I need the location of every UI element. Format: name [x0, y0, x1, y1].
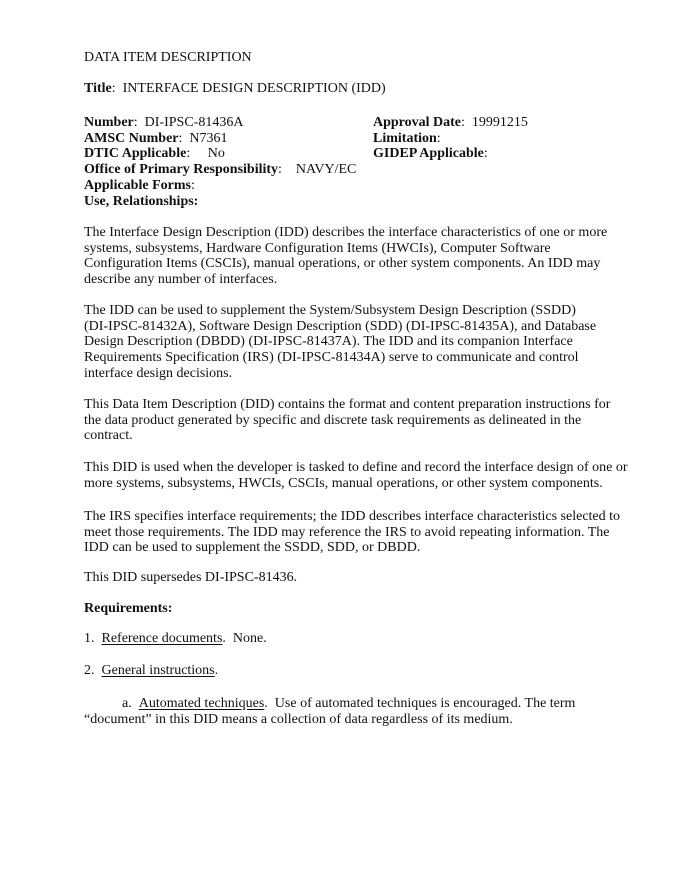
- text-line: AMSC Number: [84, 130, 179, 146]
- text-line: a.: [122, 696, 132, 711]
- text-line: The IRS specifies interface requirements; the IDD describes interface characteristics selected to: [84, 509, 621, 524]
- field-gidep-applicable: GIDEP Applicable:: [373, 146, 488, 162]
- text-line: DI-IPSC-81436A: [144, 115, 244, 130]
- paragraph-4: [84, 460, 627, 491]
- text-line: the data product generated by specific and discrete task requirements as delineated in the: [84, 412, 582, 428]
- field-approval-date: Approval Date: 19991215: [373, 115, 528, 130]
- field-limitation: Limitation:: [373, 130, 441, 146]
- paragraph-2: [84, 303, 596, 382]
- requirement-2: 2. General instructions.: [84, 663, 219, 678]
- text-line: DTIC Applicable: [84, 146, 187, 162]
- text-line: more systems, subsystems, HWCIs, CSCIs, manual operations, or other system components.: [84, 475, 603, 491]
- fields-left: [84, 115, 356, 209]
- text-line: Limitation: [373, 130, 437, 146]
- text-line: This DID supersedes DI-IPSC-81436.: [84, 570, 298, 585]
- text-line: This Data Item Description (DID) contains the format and content preparation instructions for: [84, 397, 611, 412]
- text-line: interface design decisions.: [84, 365, 233, 381]
- paragraph-5: [84, 509, 620, 556]
- text-line: Use of automated techniques is encouraged. The term: [274, 696, 576, 711]
- text-line: The IDD can be used to supplement the System/Subsystem Design Description (SSDD): [84, 303, 576, 318]
- field-dtic-applicable: DTIC Applicable: No: [84, 146, 225, 162]
- text-line: Automated techniques: [138, 696, 265, 711]
- text-line: contract.: [84, 428, 133, 444]
- requirement-2a: a. Automated techniques. Use of automated techniques is encouraged. The term “document” in this DID means a collection of data regardless of its medium.: [84, 696, 576, 727]
- text-line: NAVY/EC: [295, 162, 357, 178]
- text-line: No: [207, 146, 225, 162]
- text-line: GIDEP Applicable: [373, 146, 484, 162]
- text-line: meet those requirements. The IDD may reference the IRS to avoid repeating information. The: [84, 524, 610, 540]
- text-line: IDD can be used to supplement the SSDD, SDD, or DBDD.: [84, 540, 421, 556]
- field-number: Number: DI-IPSC-81436A: [84, 115, 244, 130]
- text-line: General instructions: [101, 663, 215, 678]
- text-line: Reference documents: [101, 631, 223, 646]
- text-line: 19991215: [471, 115, 528, 130]
- document-header: DATA ITEM DESCRIPTION: [84, 50, 252, 65]
- text-line: Office of Primary Responsibility: [84, 162, 279, 178]
- field-use-relationships: Use, Relationships:: [84, 193, 199, 209]
- paragraph-3: [84, 397, 610, 444]
- text-line: Requirements Specification (IRS) (DI-IPSC-81434A) serve to communicate and control: [84, 350, 579, 366]
- text-line: systems, subsystems, Hardware Configuration Items (HWCIs), Computer Software: [84, 240, 551, 256]
- field-amsc-number: AMSC Number: N7361: [84, 130, 228, 146]
- text-line: Number: [84, 115, 134, 130]
- text-line: Design Description (DBDD) (DI-IPSC-81437A). The IDD and its companion Interface: [84, 334, 573, 350]
- paragraph-1: [84, 225, 607, 288]
- text-line: Configuration Items (CSCIs), manual operations, or other system components. An IDD may: [84, 256, 601, 272]
- fields-right: [373, 115, 528, 162]
- text-line: “document” in this DID means a collection of data regardless of its medium.: [84, 711, 513, 727]
- title-label: Title: [84, 81, 112, 96]
- text-line: 2.: [84, 663, 95, 678]
- text-line: (DI-IPSC-81432A), Software Design Description (SDD) (DI-IPSC-81435A), and Database: [84, 318, 597, 334]
- text-line: Applicable Forms: [84, 177, 191, 193]
- text-line: describe any number of interfaces.: [84, 272, 278, 288]
- requirements-heading: Requirements:: [84, 601, 173, 616]
- field-applicable-forms: Applicable Forms:: [84, 177, 195, 193]
- field-office: Office of Primary Responsibility: NAVY/EC: [84, 162, 357, 178]
- requirement-1: 1. Reference documents. None.: [84, 631, 267, 646]
- text-line: 1.: [84, 631, 95, 646]
- title-value: INTERFACE DESIGN DESCRIPTION (IDD): [122, 81, 386, 96]
- title-row: Title: INTERFACE DESIGN DESCRIPTION (IDD): [84, 81, 386, 96]
- text-line: N7361: [189, 130, 228, 146]
- text-line: The Interface Design Description (IDD) describes the interface characteristics of one or more: [84, 225, 608, 240]
- text-line: This DID is used when the developer is tasked to define and record the interface design of one or: [84, 460, 628, 475]
- text-line: Approval Date: [373, 115, 462, 130]
- text-line: None.: [232, 631, 267, 646]
- paragraph-6: [84, 570, 297, 586]
